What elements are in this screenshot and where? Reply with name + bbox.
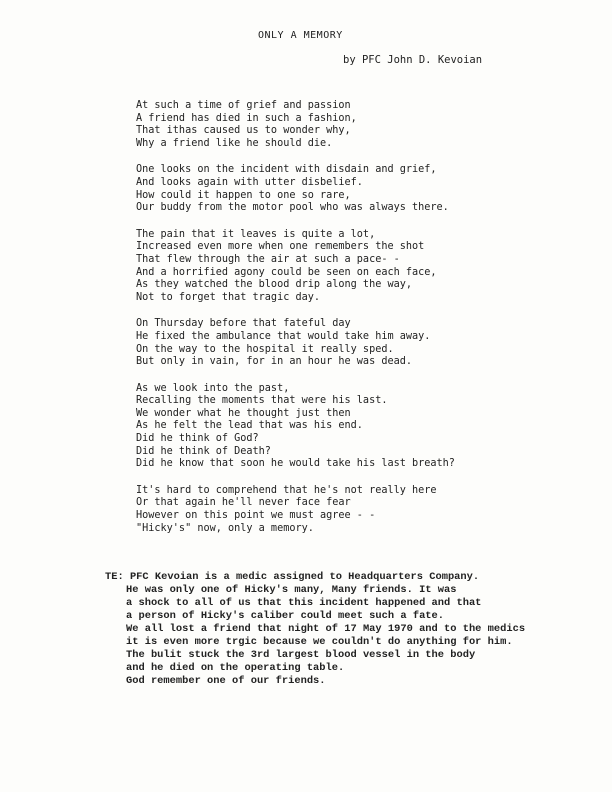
poem-line: Did he think of Death? — [136, 445, 271, 457]
poem-line: Or that again he'll never face fear — [136, 497, 351, 509]
author-byline: by PFC John D. Kevoian — [343, 54, 483, 66]
poem-body — [136, 100, 476, 549]
poem-line: We wonder what he thought just then — [136, 407, 351, 419]
stanza — [136, 164, 476, 214]
poem-line: But only in vain, for in an hour he was dead. — [136, 356, 413, 368]
poem-line: Did he think of God? — [136, 433, 259, 445]
note-line: and he died on the operating table. — [126, 662, 345, 674]
poem-line: How could it happen to one so rare, — [136, 189, 351, 201]
poem-line: On the way to the hospital it really sped. — [136, 343, 394, 355]
poem-line: That ithas caused us to wonder why, — [136, 125, 351, 137]
stanza — [136, 383, 476, 471]
poem-line: Recalling the moments that were his last. — [136, 395, 388, 407]
poem-title: ONLY A MEMORY — [258, 30, 343, 41]
poem-line: It's hard to comprehend that he's not really here — [136, 484, 437, 496]
note-line: it is even more trgic because we couldn't do anything for him. — [126, 636, 513, 648]
poem-line: As we look into the past, — [136, 382, 290, 394]
poem-line: Increased even more when one remembers the shot — [136, 241, 425, 253]
editor-note — [105, 571, 575, 688]
poem-line: "Hicky's" now, only a memory. — [136, 522, 314, 534]
poem-line: The pain that it leaves is quite a lot, — [136, 228, 376, 240]
note-line: We all lost a friend that night of 17 May 1970 and to the medics — [126, 623, 526, 635]
poem-line: However on this point we must agree - - — [136, 510, 376, 522]
note-line: The bulit stuck the 3rd largest blood vessel in the body — [126, 649, 476, 661]
poem-line: As they watched the blood drip along the way, — [136, 279, 413, 291]
note-line: God remember one of our friends. — [126, 675, 326, 687]
poem-line: A friend has died in such a fashion, — [136, 112, 357, 124]
note-line: TE: PFC Kevoian is a medic assigned to Headquarters Company. — [105, 571, 480, 583]
note-line: a person of Hicky's caliber could meet such a fate. — [126, 610, 445, 622]
poem-line: Not to forget that tragic day. — [136, 291, 321, 303]
stanza — [136, 229, 476, 305]
stanza — [136, 485, 476, 535]
poem-line: As he felt the lead that was his end. — [136, 420, 363, 432]
stanza — [136, 318, 476, 368]
poem-line: On Thursday before that fateful day — [136, 318, 351, 330]
poem-line: Why a friend like he should die. — [136, 137, 333, 149]
poem-line: That flew through the air at such a pace- - — [136, 253, 400, 265]
poem-line: He fixed the ambulance that would take him away. — [136, 330, 431, 342]
stanza — [136, 100, 476, 150]
poem-line: Our buddy from the motor pool who was always there. — [136, 202, 449, 214]
poem-line: And a horrified agony could be seen on each face, — [136, 266, 437, 278]
poem-line: At such a time of grief and passion — [136, 100, 351, 111]
poem-line: One looks on the incident with disdain and grief, — [136, 164, 437, 176]
note-line: He was only one of Hicky's many, Many friends. It was — [126, 584, 457, 596]
poem-line: And looks again with utter disbelief. — [136, 176, 363, 188]
poem-line: Did he know that soon he would take his last breath? — [136, 458, 455, 470]
note-line: a shock to all of us that this incident happened and that — [126, 597, 482, 609]
